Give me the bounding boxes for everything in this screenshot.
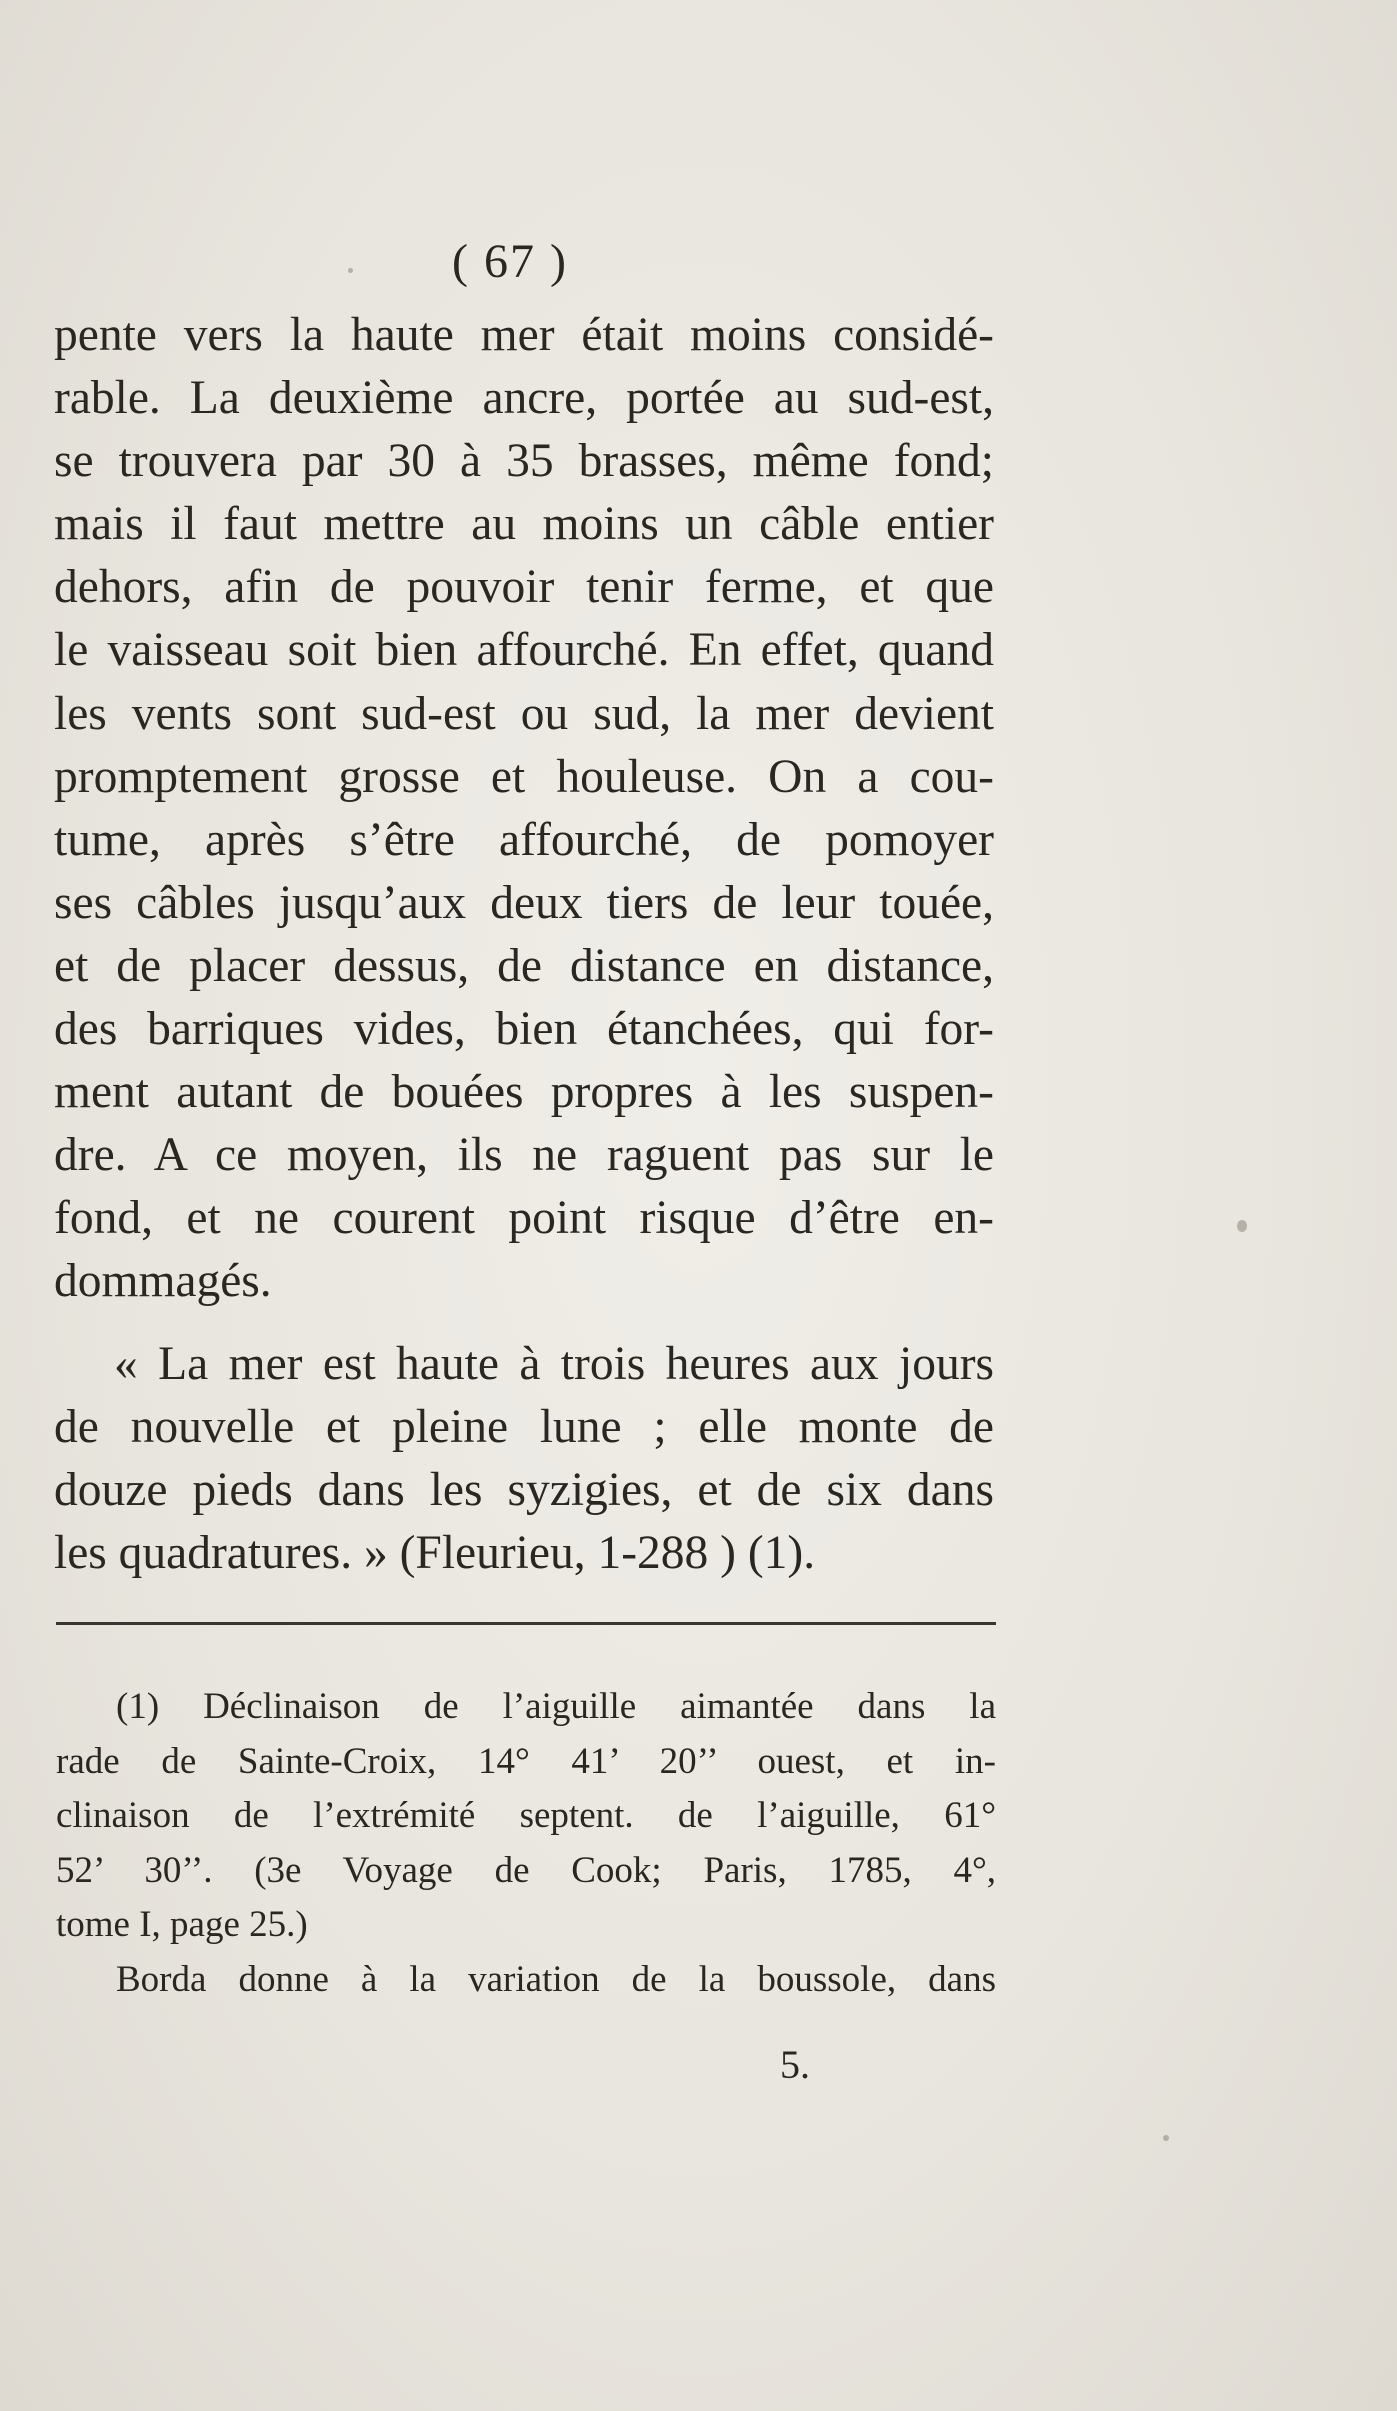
body-line: dommagés. [54, 1255, 272, 1308]
quote-line: douze pieds dans les syzigies, et de six dans [54, 1464, 994, 1517]
footnote-line: tome I, page 25.) [56, 1904, 308, 1945]
body-line: des barriques vides, bien étanchées, qui for- [54, 1003, 994, 1056]
body-line: tume, après s’être affourché, de pomoyer [54, 813, 994, 866]
quote-line: de nouvelle et pleine lune ; elle monte de [54, 1401, 994, 1454]
body-line: dre. A ce moyen, ils ne raguent pas sur le [54, 1129, 994, 1182]
footnote-divider [56, 1622, 996, 1625]
paper-speck [348, 268, 353, 273]
body-line: pente vers la haute mer était moins considé- [54, 309, 994, 361]
signature-mark: 5. [780, 2042, 810, 2087]
footnote-line: clinaison de l’extrémité septent. de l’aiguille, 61° [56, 1795, 996, 1836]
body-line: et de placer dessus, de distance en distance, [54, 939, 994, 992]
body-paragraph [54, 304, 994, 1314]
footnote-line: (1) Déclinaison de l’aiguille aimantée dans la [116, 1686, 996, 1727]
body-line: fond, et ne courent point risque d’être en- [54, 1192, 994, 1245]
quote-line: « La mer est haute à trois heures aux jours [114, 1338, 994, 1390]
footnote [56, 1680, 996, 2007]
footnote-line: rade de Sainte-Croix, 14° 41’ 20’’ ouest, et in- [56, 1740, 996, 1782]
body-line: ses câbles jusqu’aux deux tiers de leur touée, [54, 876, 994, 929]
quote-line: les quadratures. » (Fleurieu, 1-288 ) (1). [54, 1527, 816, 1580]
body-line: le vaisseau soit bien affourché. En effet, quand [54, 624, 994, 677]
body-line: les vents sont sud-est ou sud, la mer devient [54, 687, 994, 740]
body-line: ment autant de bouées propres à les suspen- [54, 1066, 994, 1119]
body-line: se trouvera par 30 à 35 brasses, même fond; [54, 435, 994, 488]
footnote-line: 52’ 30’’. (3e Voyage de Cook; Paris, 1785, 4°, [56, 1849, 996, 1891]
footnote-line: Borda donne à la variation de la boussole, dans [116, 1958, 996, 2000]
paper-speck [1237, 1220, 1247, 1232]
page-number: ( 67 ) [452, 235, 568, 288]
quote-paragraph [54, 1333, 994, 1585]
paper-speck [1163, 2135, 1169, 2141]
body-line: mais il faut mettre au moins un câble entier [54, 498, 994, 551]
body-line: rable. La deuxième ancre, portée au sud-est, [54, 372, 994, 425]
body-line: dehors, afin de pouvoir tenir ferme, et que [54, 561, 994, 614]
body-line: promptement grosse et houleuse. On a cou- [54, 750, 994, 803]
